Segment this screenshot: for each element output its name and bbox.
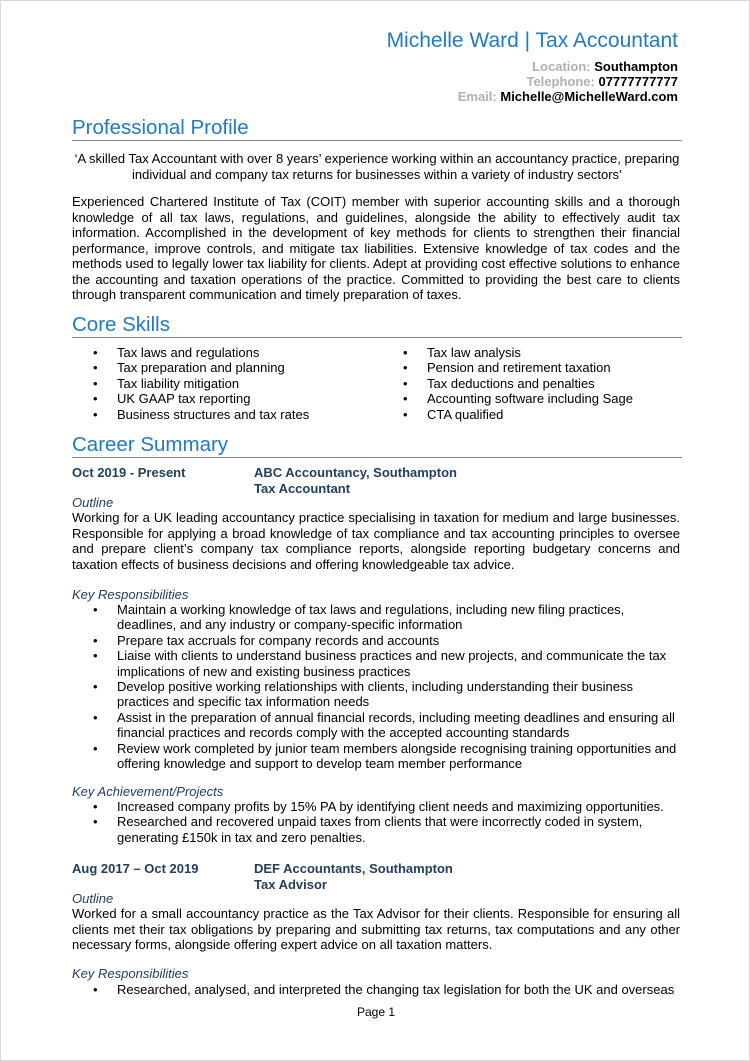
list-item: • Researched and recovered unpaid taxes from clients that were incorrectly coded in system, generating £150k in tax and zero penalties. (72, 814, 682, 845)
contact-label: Telephone: (526, 74, 595, 89)
achievements-list (72, 799, 682, 845)
skills-column-right (382, 345, 682, 422)
list-item: • Assist in the preparation of annual financial records, including meeting deadlines and ensuring all financial practices and records comply with the accepted accounting standards (72, 710, 682, 741)
skills-column-left (72, 345, 382, 422)
contact-location (458, 59, 678, 74)
achievements-label: Key Achievement/Projects (72, 784, 224, 799)
job-outline: Working for a UK leading accountancy practice specialising in taxation for medium and large businesses. Responsible for applying a broad knowledge of tax compliance and tax accounting principles to oversee and prepare client’s company tax compliance reports, alongside reporting budgetary concerns and taxation effects of business decisions and offering knowledgeable tax advice. (72, 510, 680, 572)
list-item: • Liaise with clients to understand business practices and new projects, and communicate the tax implications of new and existing business practices (72, 648, 682, 679)
job-company: DEF Accountants, Southampton (254, 861, 453, 876)
contact-block (458, 59, 678, 104)
profile-quote: ‘A skilled Tax Accountant with over 8 years’ experience working within an accountancy practice, preparing individual and company tax returns for businesses within a variety of industry sectors’ (74, 151, 680, 182)
contact-label: Email: (457, 89, 497, 104)
name-title: Michelle Ward | Tax Accountant (386, 29, 678, 52)
list-item: • Increased company profits by 15% PA by identifying client needs and maximizing opportunities. (72, 799, 682, 814)
list-item: • Researched, analysed, and interpreted the changing tax legislation for both the UK and overseas (72, 982, 682, 997)
skill-item: • Tax law analysis (382, 345, 682, 360)
job-dates: Aug 2017 – Oct 2019 (72, 861, 199, 876)
skill-item: • Pension and retirement taxation (382, 360, 682, 375)
job-dates: Oct 2019 - Present (72, 465, 186, 480)
responsibilities-list (72, 982, 682, 997)
responsibilities-label: Key Responsibilities (72, 587, 189, 602)
skill-item: • UK GAAP tax reporting (72, 391, 382, 406)
section-heading-profile: Professional Profile (72, 116, 682, 141)
contact-value: 07777777777 (598, 74, 678, 89)
list-item: • Maintain a working knowledge of tax laws and regulations, including new filing practices, deadlines, and any industry or company-specific information (72, 602, 682, 633)
page-number: Page 1 (356, 1005, 396, 1019)
list-item: • Prepare tax accruals for company records and accounts (72, 633, 682, 648)
skill-item: • Tax laws and regulations (72, 345, 382, 360)
outline-label: Outline (72, 495, 114, 510)
contact-email (458, 89, 678, 104)
contact-label: Location: (532, 59, 591, 74)
contact-value: Southampton (594, 59, 678, 74)
job-company: ABC Accountancy, Southampton (254, 465, 457, 480)
skill-item: • Accounting software including Sage (382, 391, 682, 406)
list-item: • Develop positive working relationships with clients, including understanding their business practices and specific tax information needs (72, 679, 682, 710)
skill-item: • Tax liability mitigation (72, 376, 382, 391)
profile-body: Experienced Chartered Institute of Tax (COIT) member with superior accounting skills and a thorough knowledge of all tax laws, regulations, and guidelines, alongside the ability to effectively audit tax information. Accomplished in the development of key methods for clients to strengthen their financial performance, improve controls, and mitigate tax liabilities. Extensive knowledge of tax codes and the methods used to legally lower tax liability for clients. Adept at providing cost effective solutions to enhance the accounting and taxation operations of the practice. Committed to providing the best care to clients through transparent communication and timely preparation of taxes. (72, 194, 680, 302)
skill-item: • Tax deductions and penalties (382, 376, 682, 391)
skill-item: • Business structures and tax rates (72, 407, 382, 422)
outline-label: Outline (72, 891, 114, 906)
section-heading-career: Career Summary (72, 433, 682, 458)
job-company-role (254, 465, 457, 496)
job-company-role (254, 861, 453, 892)
contact-telephone (458, 74, 678, 89)
section-heading-skills: Core Skills (72, 313, 682, 338)
job-outline: Worked for a small accountancy practice as the Tax Advisor for their clients. Responsible for ensuring all clients met their tax obligations by preparing and submitting tax returns, tax computations and any other necessary forms, alongside offering expert advice on all taxation matters. (72, 906, 680, 952)
job-role: Tax Advisor (254, 876, 327, 892)
list-item: • Review work completed by junior team members alongside recognising training opportunities and offering knowledge and support to develop team member performance (72, 741, 682, 772)
responsibilities-list (72, 602, 682, 771)
contact-value: Michelle@MichelleWard.com (500, 89, 678, 104)
responsibilities-label: Key Responsibilities (72, 966, 189, 981)
skill-item: • CTA qualified (382, 407, 682, 422)
skill-item: • Tax preparation and planning (72, 360, 382, 375)
job-role: Tax Accountant (254, 480, 351, 496)
